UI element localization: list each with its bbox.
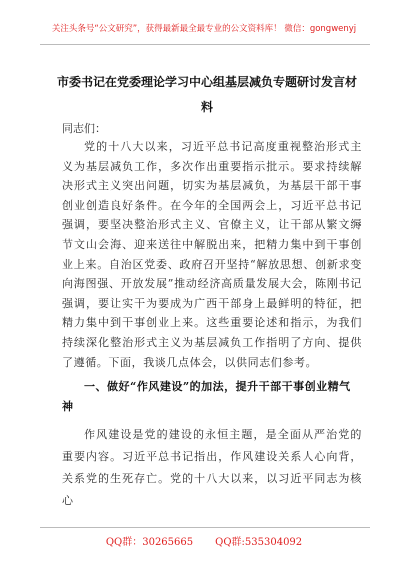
section-heading-1: 一、做好“作风建设”的加法，提升干部干事创业精气神 (62, 380, 351, 413)
footer-qq-group-1: QQ群：30265665 (105, 537, 194, 548)
footer-qq-group-2: QQ群:535304092 (215, 537, 303, 548)
header-banner: 关注头条号“公文研究”，获得最新最全最专业的公文资料库！ 微信：gongwenyj (51, 24, 357, 34)
document-title: 市委书记在党委理论学习中心组基层减负专题研讨发言材料 (56, 75, 357, 114)
header-divider (40, 44, 370, 45)
footer (0, 533, 408, 548)
body-paragraph-2: 作风建设是党的建设的永恒主题，是全面从严治党的重要内容。习近平总书记指出，作风建设关系人心向背，关系党的生死存亡。党的十八大以来，以习近平同志为核心 (62, 428, 362, 507)
salutation: 同志们： (62, 122, 106, 135)
body-paragraph-1: 党的十八大以来，习近平总书记高度重视整治形式主义为基层减负工作，多次作出重要指示批示。要求持续解决形式主义突出问题，切实为基层减负，为基层干部干事创业创造良好条件。在今年的全国两会上，习近平总书记强调，要坚决整治形式主义、官僚主义，让干部从繁文缛节文山会海、迎来送往中解脱出来，把精力集中到干事创业上来。自治区党委、政府召开坚持“解放思想、创新求变向海图强、开放发展”推动经济高质量发展大会，陈刚书记强调，要让实干为要成为广西干部身上最鲜明的特征，把精力集中到干事创业上来。这些重要论述和指示，为我们持续深化整治形式主义为基层减负工作指明了方向、提供了遵循。下面，我谈几点体会，以供同志们参考。 (62, 140, 362, 369)
footer-divider (40, 527, 370, 528)
